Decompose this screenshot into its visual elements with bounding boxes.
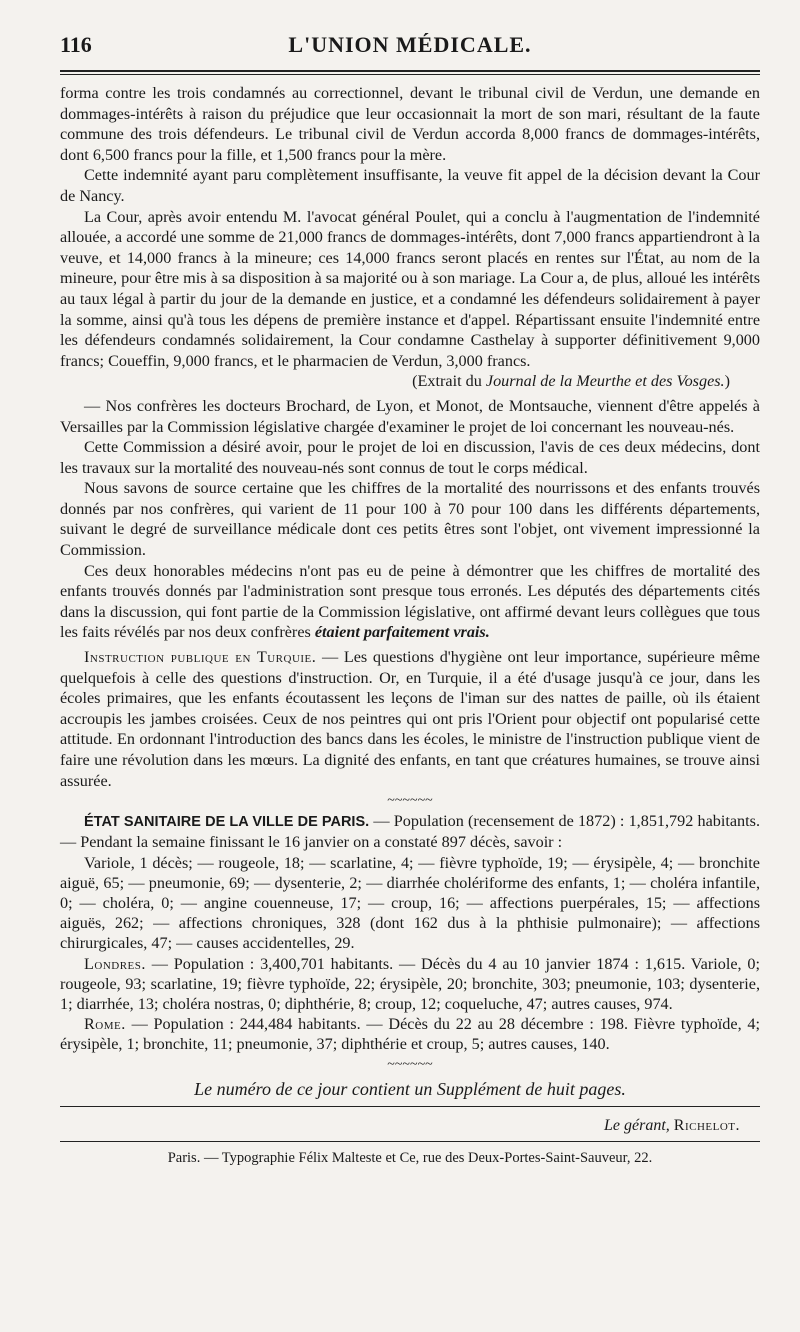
printer-imprint: Paris. — Typographie Félix Malteste et Ce, rue des Deux-Portes-Saint-Sauveur, 22. [167,1149,653,1166]
source-attribution [60,371,760,392]
gerant-signature [60,1117,740,1135]
paragraph: Cette indemnité ayant paru complètement insuffisante, la veuve fit appel de la décision devant la Cour de Nancy. [60,166,760,205]
section-heading: Instruction publique en Turquie. [84,648,317,667]
attribution-suffix: ) [724,372,730,391]
gerant-name: Richelot. [673,1116,740,1134]
rome-text: — Population : 244,484 habitants. — Décès du 22 au 28 décembre : 198. Fièvre typhoïde, 4; érysipèle, 1; bronchite, 11; pneumonie, 37; diphthérie et croup, 5; autres causes, 140. [60,1015,760,1054]
paragraph [60,561,760,643]
london-text: — Population : 3,400,701 habitants. — Décès du 4 au 10 janvier 1874 : 1,615. Variole, 0; rougeole, 93; scarlatine, 19; fièvre typhoïde, 22; érysipèle, 20; bronchite, 303; pneumonie, 103; dysenterie, 1; diarrhée, 13; choléra nostras, 0; diphthérie, 8; croup, 12; coqueluche, 47; autres causes, 974. [60,954,760,1014]
paragraph: — Nos confrères les docteurs Brochard, de Lyon, et Monot, de Montsauche, viennent d'être appelés à Versailles par la Commission législative chargée d'examiner le projet de loi concernant les nouveau-nés. [60,396,760,436]
paragraph: Nous savons de source certaine que les chiffres de la mortalité des nourrissons et des enfants trouvés donnés par nos confrères, qui varient de 11 pour 100 à 70 pour 100 dans les différents départements, suivant le degré de surveillance médicale dont ces petits êtres sont l'objet, ont vivement impressionné la Commission. [60,479,760,560]
rome-stats [60,1014,760,1054]
paragraph [60,647,760,791]
london-heading: Londres. [84,954,146,973]
section-separator: ~~~~~~ [387,793,433,809]
paragraph-text: — Les questions d'hygiène ont leur importance, supérieure même quelquefois à celle des questions d'instruction. Or, en Turquie, il a été d'usage jusqu'à ce jour, dans les écoles primaires, que les enfants écoutassent les leçons de l'iman sur des nattes de paille, où ils étaient accroupis les jambes croisées. Ceux de nos peintres qui ont pris l'Orient pour objectif ont popularisé cette attitude. En ordonnant l'introduction des bancs dans les écoles, le ministre de l'instruction publique vient de faire une révolution dans les mœurs. La dignité des enfants, en tant que créatures humaines, se trouve ainsi assurée. [60,648,760,790]
paragraph: Cette Commission a désiré avoir, pour le projet de loi en discussion, l'avis de ces deux médecins, dont les travaux sur la mortalité des nouveau-nés sont connus de tout le corps médical. [60,438,760,477]
section-separator: ~~~~~~ [387,1056,433,1072]
paragraph: La Cour, après avoir entendu M. l'avocat général Poulet, qui a conclu à l'augmentation de l'indemnité allouée, a accordé une somme de 21,000 francs de dommages-intérêts, dont 7,000 francs appartiendront à la veuve, et 14,000 francs à la mineure; ces 14,000 francs seront placés en rentes sur l'État, au nom de la mineure, pour être mis à sa disposition à sa majorité ou à son mariage. La Cour a, de plus, alloué les intérêts au taux légal à partir du jour de la demande en justice, et a condamné les défendeurs solidairement à payer la somme, ainsi qu'à tous les dépens de première instance et d'appel. Répartissant ensuite l'indemnité entre les défendeurs condamnés solidairement, la Cour condamne Casthelay à supporter définitivement 9,000 francs; Coueffin, 9,000 francs, et le pharmacien de Verdun, 3,000 francs. [60,207,760,370]
paris-list: Variole, 1 décès; — rougeole, 18; — scarlatine, 4; — fièvre typhoïde, 19; — érysipèle, 4; — bronchite aiguë, 65; — pneumonie, 69; — dysenterie, 2; — diarrhée cholériforme des enfants, 1; — choléra infantile, 0; — choléra, 0; — angine couenneuse, 17; — croup, 16; — affections puerpérales, 15; — affections aiguës, 262; — affections chroniques, 328 (dont 162 dus à la phthisie pulmonaire); — affections chirurgicales, 47; — causes accidentelles, 29. [60,853,760,953]
rome-heading: Rome. [84,1015,126,1034]
attribution-prefix: (Extrait du [412,372,486,391]
supplement-notice: Le numéro de ce jour contient un Supplément de huit pages. [194,1078,626,1099]
gerant-label: Le gérant, [604,1116,670,1134]
paragraph: forma contre les trois condamnés au correctionnel, devant le tribunal civil de Verdun, une demande en dommages-intérêts à raison du préjudice que leur occasionnait la mort de son mari, résultant de la faute commune des trois défendeurs. Le tribunal civil de Verdun accorda 8,000 francs de dommages-intérêts, dont 6,500 francs pour la fille, et 1,500 francs pour la mère. [60,84,760,164]
page-number: 116 [60,32,92,57]
paris-text: — Population (recensement de 1872) : 1,851,792 habitants. — Pendant la semaine finissant le 16 janvier on a constaté 897 décès, savoir : [60,812,760,852]
health-statistics [60,811,760,1054]
journal-title: L'UNION MÉDICALE. [288,32,532,57]
article-body [60,83,760,791]
london-stats [60,954,760,1015]
footer-rule [60,1106,760,1107]
emphasis-text: étaient parfaitement vrais. [314,623,490,642]
paris-stats [60,811,760,852]
footer-rule [60,1141,760,1142]
attribution-source: Journal de la Meurthe et des Vosges. [485,372,725,391]
page-header [60,26,760,66]
paris-heading: ÉTAT SANITAIRE DE LA VILLE DE PARIS. [84,814,370,831]
header-rule [60,70,760,75]
paragraph-text: Ces deux honorables médecins n'ont pas eu de peine à démontrer que les chiffres de mortalité des enfants trouvés donnés par l'administration sont presque tous erronés. Les députés des départements cités dans la discussion, qui font partie de la Commission législative, ont affirmé devant leurs collègues que tous les faits révélés par nos deux confrères [60,561,760,642]
